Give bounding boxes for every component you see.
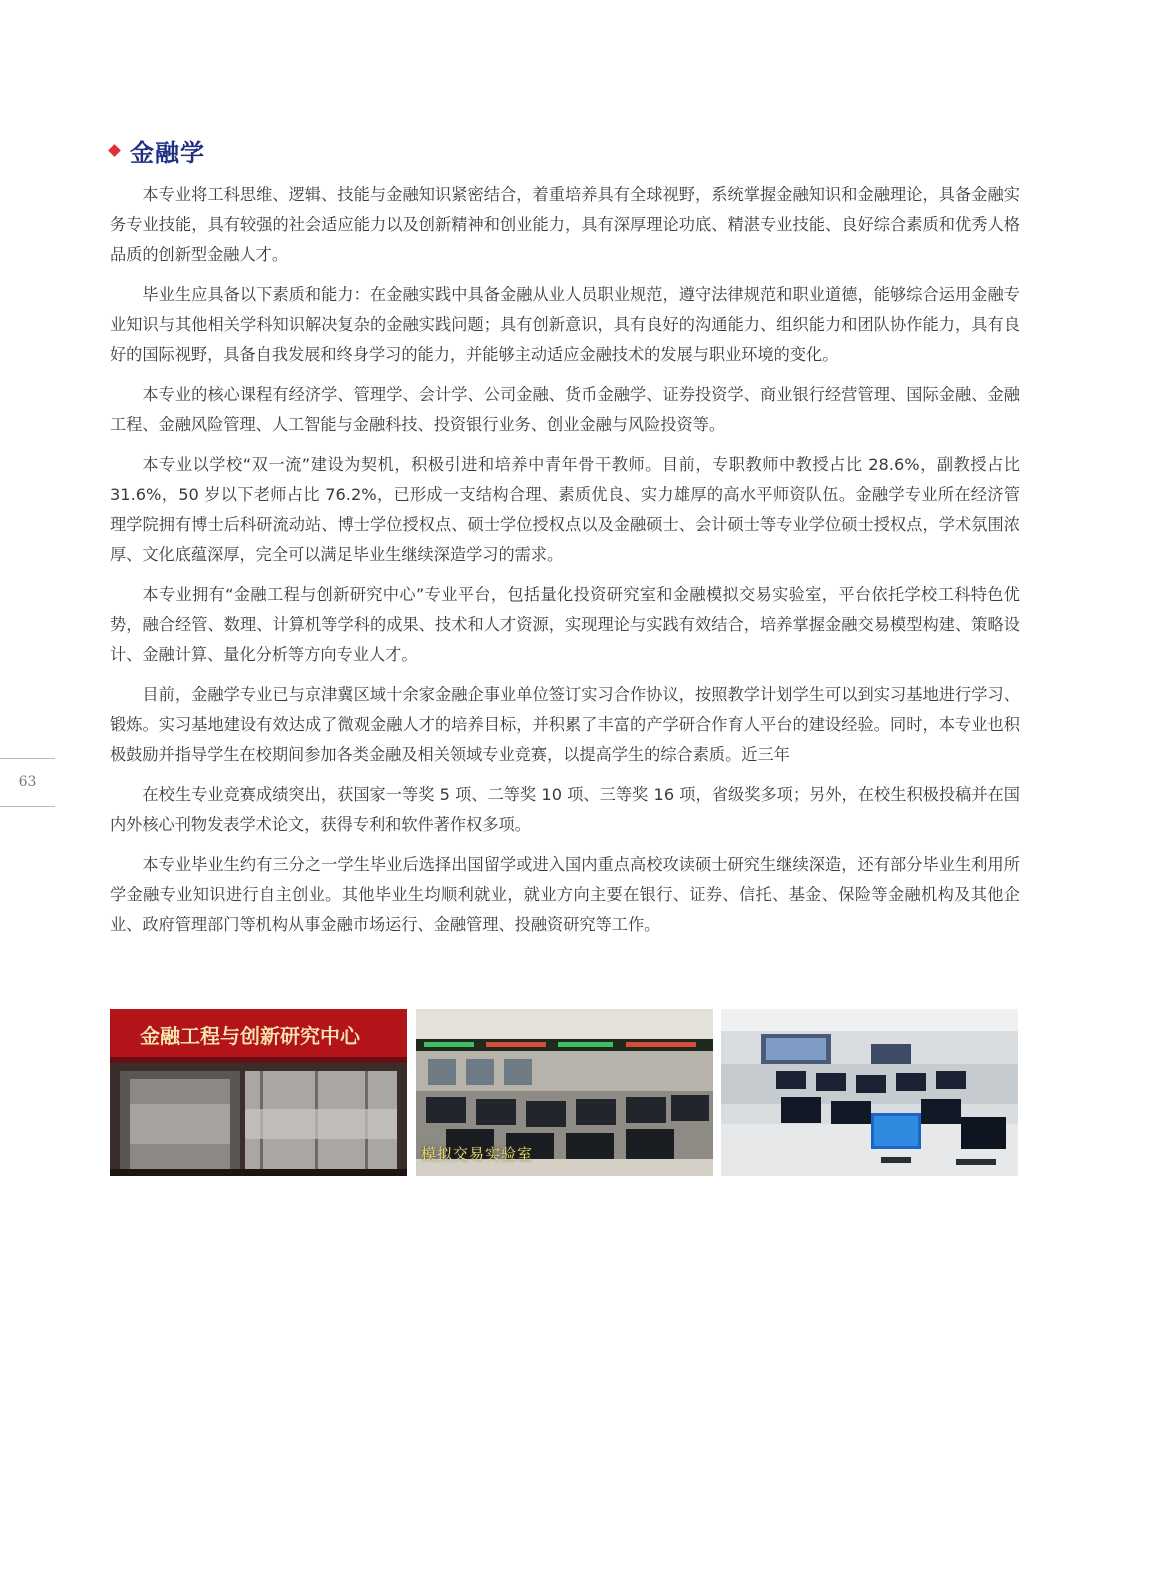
trading-lab-caption: 模拟交易实验室 [421,1145,534,1163]
page-rule-bottom [0,806,55,807]
diamond-bullet-icon [108,144,121,157]
paragraph-1: 本专业将工科思维、逻辑、技能与金融知识紧密结合，着重培养具有全球视野，系统掌握金融知识和金融理论，具备金融实务专业技能，具有较强的社会适应能力以及创新精神和创业能力，具有深厚理论功底、精湛专业技能、良好综合素质和优秀人格品质的创新型金融人才。 [110,185,1020,264]
photo-research-center [110,1009,407,1176]
page-rule-top [0,758,55,759]
research-center-image [110,1009,407,1176]
photo-strip [110,1009,1018,1176]
paragraph-8: 本专业毕业生约有三分之一学生毕业后选择出国留学或进入国内重点高校攻读硕士研究生继续深造，还有部分毕业生利用所学金融专业知识进行自主创业。其他毕业生均顺利就业，就业方向主要在银行、证券、信托、基金、保险等金融机构及其他企业、政府管理部门等机构从事金融市场运行、金融管理、投融资研究等工作。 [110,855,1020,934]
paragraph-3: 本专业的核心课程有经济学、管理学、会计学、公司金融、货币金融学、证券投资学、商业银行经营管理、国际金融、金融工程、金融风险管理、人工智能与金融科技、投资银行业务、创业金融与风险投资等。 [110,385,1020,434]
page-number-marker [0,758,55,808]
page-number: 63 [18,774,37,790]
paragraph-2: 毕业生应具备以下素质和能力：在金融实践中具备金融从业人员职业规范，遵守法律规范和职业道德，能够综合运用金融专业知识与其他相关学科知识解决复杂的金融实践问题；具有创新意识，具有良好的沟通能力、组织能力和团队协作能力，具有良好的国际视野，具备自我发展和终身学习的能力，并能够主动适应金融技术的发展与职业环境的变化。 [110,285,1020,364]
paragraph-6: 目前，金融学专业已与京津冀区域十余家金融企事业单位签订实习合作协议，按照教学计划学生可以到实习基地进行学习、锻炼。实习基地建设有效达成了微观金融人才的培养目标，并积累了丰富的产学研合作育人平台的建设经验。同时，本专业也积极鼓励并指导学生在校期间参加各类金融及相关领域专业竞赛，以提高学生的综合素质。近三年 [110,685,1020,764]
photo-computer-lab [721,1009,1018,1176]
research-center-sign: 金融工程与创新研究中心 [140,1024,360,1048]
paragraph-7: 在校生专业竞赛成绩突出，获国家一等奖 5 项、二等奖 10 项、三等奖 16 项，省级奖多项；另外，在校生积极投稿并在国内外核心刊物发表学术论文，获得专利和软件著作权多项。 [110,785,1020,834]
computer-lab-image [721,1009,1018,1176]
section-title: 金融学 [130,138,205,167]
section-heading [110,132,205,168]
photo-trading-lab [416,1009,713,1176]
paragraph-4: 本专业以学校“双一流”建设为契机，积极引进和培养中青年骨干教师。目前，专职教师中教授占比 28.6%，副教授占比 31.6%，50 岁以下老师占比 76.2%，已形成一支结构合理、素质优良、实力雄厚的高水平师资队伍。金融学专业所在经济管理学院拥有博士后科研流动站、博士学位授权点、硕士学位授权点以及金融硕士、会计硕士等专业学位硕士授权点，学术氛围浓厚、文化底蕴深厚，完全可以满足毕业生继续深造学习的需求。 [110,455,1020,564]
paragraph-5: 本专业拥有“金融工程与创新研究中心”专业平台，包括量化投资研究室和金融模拟交易实验室，平台依托学校工科特色优势，融合经管、数理、计算机等学科的成果、技术和人才资源，实现理论与实践有效结合，培养掌握金融交易模型构建、策略设计、金融计算、量化分析等方向专业人才。 [110,585,1020,664]
body-text [110,180,1020,950]
